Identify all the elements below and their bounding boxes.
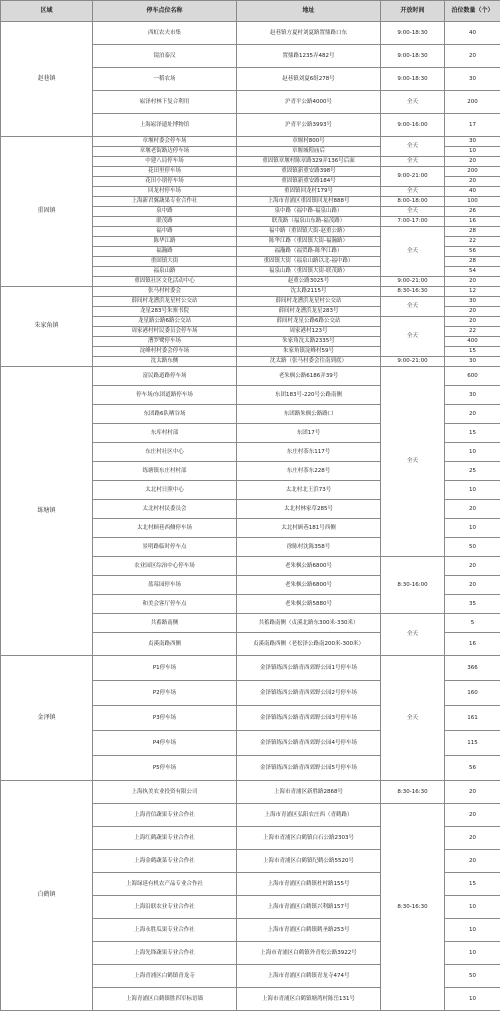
spaces-cell: 161 <box>445 706 500 731</box>
address-cell: 沪青平公路4000号 <box>237 91 381 114</box>
name-cell: 上海金鹤蔬菜专业合作社 <box>93 850 237 873</box>
name-cell: 共蓄路南侧 <box>93 614 237 633</box>
address-cell: 上海市青浦区白鹤镇杜村路155号 <box>237 873 381 896</box>
spaces-cell: 5 <box>445 614 500 633</box>
spaces-cell: 10 <box>445 896 500 919</box>
address-cell: 福瀚路（福贸路-陈华江路） <box>237 247 381 257</box>
district-cell: 朱家角镇 <box>1 287 93 367</box>
name-cell: 章堰老街路边停车场 <box>93 147 237 157</box>
address-cell: 上海市青浦区白鹤镇纪鹤公路5520号 <box>237 850 381 873</box>
spaces-cell: 20 <box>445 781 500 804</box>
address-cell: 周家港村123号 <box>237 327 381 337</box>
spaces-cell: 20 <box>445 576 500 595</box>
spaces-cell: 15 <box>445 347 500 357</box>
address-cell: 朱家角镇淀峰村59号 <box>237 347 381 357</box>
spaces-cell: 20 <box>445 177 500 187</box>
address-cell: 泉中路（福中路-福泉山路） <box>237 207 381 217</box>
address-cell: 重固镇新重安路184号 <box>237 177 381 187</box>
address-cell: 薛间村龙漕浜龙星283号 <box>237 307 381 317</box>
spaces-cell: 20 <box>445 45 500 68</box>
hours-cell: 全天 <box>381 614 445 656</box>
address-cell: 老朱枫公路6186弄39号 <box>237 367 381 386</box>
address-cell: 上海市青浦区重固镇回龙村888号 <box>237 197 381 207</box>
district-cell: 赵巷镇 <box>1 22 93 137</box>
name-cell: P1停车场 <box>93 656 237 681</box>
spaces-cell: 22 <box>445 237 500 247</box>
address-cell: 沈太路2115号 <box>237 287 381 297</box>
address-cell: 置鼎路1235弄482号 <box>237 45 381 68</box>
spaces-cell: 50 <box>445 538 500 557</box>
name-cell: 上海红鹤蔬果专业合作社 <box>93 827 237 850</box>
address-cell: 老朱枫公路6800号 <box>237 576 381 595</box>
table-row <box>1 781 500 804</box>
hours-cell: 全天 <box>381 137 445 157</box>
spaces-cell: 25 <box>445 462 500 481</box>
spaces-cell: 10 <box>445 443 500 462</box>
header-name: 停车点位名称 <box>93 1 237 22</box>
address-cell: 福泉山路（重固镇大街-联茂路） <box>237 267 381 277</box>
address-cell: 上海市青浦区新胜路2868号 <box>237 781 381 804</box>
spaces-cell: 54 <box>445 267 500 277</box>
name-cell: 花田小朋停车场 <box>93 177 237 187</box>
spaces-cell: 20 <box>445 500 500 519</box>
hours-cell: 9:00-18:30 <box>381 22 445 45</box>
table-row <box>1 137 500 147</box>
spaces-cell: 56 <box>445 756 500 781</box>
name-cell: 泉中路 <box>93 207 237 217</box>
address-cell: 老朱枫公路6800号 <box>237 557 381 576</box>
address-cell: 贞溪南路西侧（老松泽公路南200米-300米） <box>237 633 381 656</box>
spaces-cell: 200 <box>445 167 500 177</box>
header-address: 地址 <box>237 1 381 22</box>
name-cell: 福瀚路 <box>93 247 237 257</box>
name-cell: 太北村顾巷西侧停车场 <box>93 519 237 538</box>
address-cell: 重固镇回龙村179号 <box>237 187 381 197</box>
name-cell: 东庄村社区中心 <box>93 443 237 462</box>
hours-cell: 9:00-18:30 <box>381 68 445 91</box>
hours-cell: 全天 <box>381 656 445 781</box>
address-cell: 福中路（重固镇大街-赵重公路） <box>237 227 381 237</box>
district-cell: 练塘镇 <box>1 367 93 656</box>
spaces-cell: 26 <box>445 207 500 217</box>
name-cell: 龙星283号朱寨书院 <box>93 307 237 317</box>
hours-cell: 9:00-21:00 <box>381 277 445 287</box>
hours-cell: 8:30-16:30 <box>381 781 445 804</box>
name-cell: 福中路 <box>93 227 237 237</box>
name-cell: 西虹农夫市集 <box>93 22 237 45</box>
address-cell: 金泽镇练西公路青西郊野公园3号停车场 <box>237 706 381 731</box>
address-cell: 太北村林家草285号 <box>237 500 381 519</box>
spaces-cell: 10 <box>445 988 500 1011</box>
name-cell: 上海崧泽遗址博物馆 <box>93 114 237 137</box>
name-cell: 福泉山路 <box>93 267 237 277</box>
spaces-cell: 160 <box>445 681 500 706</box>
name-cell: 上海永胜瓜果专业合作社 <box>93 919 237 942</box>
name-cell: 农业园区综治中心停车场 <box>93 557 237 576</box>
address-cell: 联茂路（福泉山东路-福茂路） <box>237 217 381 227</box>
spaces-cell: 30 <box>445 297 500 307</box>
name-cell: 练塘镇东庄村村部 <box>93 462 237 481</box>
name-cell: 上海青浦区白鹤镇胜四军标语墙 <box>93 988 237 1011</box>
spaces-cell: 10 <box>445 519 500 538</box>
hours-cell: 8:30-16:00 <box>381 557 445 614</box>
spaces-cell: 16 <box>445 633 500 656</box>
hours-cell: 7:00-17:00 <box>381 217 445 227</box>
address-cell: 太北村顾巷181号西侧 <box>237 519 381 538</box>
hours-cell: 全天 <box>381 187 445 197</box>
hours-cell: 全天 <box>381 207 445 217</box>
spaces-cell: 20 <box>445 317 500 327</box>
hours-cell: 9:00-21:00 <box>381 357 445 367</box>
address-cell: 老朱枫公路5880号 <box>237 595 381 614</box>
name-cell: 上海沿联农业专业合作社 <box>93 896 237 919</box>
address-cell: 东团路朱枫公路路口 <box>237 405 381 424</box>
name-cell: 太北村日照中心 <box>93 481 237 500</box>
name-cell: 花田里停车场 <box>93 167 237 177</box>
name-cell: 蓝莓园停车场 <box>93 576 237 595</box>
address-cell: 金泽镇练西公路青西郊野公园4号停车场 <box>237 731 381 756</box>
spaces-cell: 20 <box>445 827 500 850</box>
name-cell: P3停车场 <box>93 706 237 731</box>
spaces-cell: 28 <box>445 257 500 267</box>
spaces-cell: 12 <box>445 287 500 297</box>
name-cell: 上海先锋蔬果专业合作社 <box>93 942 237 965</box>
address-cell: 沈太路（张马村委会往南到底） <box>237 357 381 367</box>
name-cell: 沈太路东侧 <box>93 357 237 367</box>
district-cell: 重固镇 <box>1 137 93 287</box>
name-cell: 景明路临时停车点 <box>93 538 237 557</box>
address-cell: 金泽镇练西公路青西郊野公园2号停车场 <box>237 681 381 706</box>
spaces-cell: 30 <box>445 68 500 91</box>
header-district: 区域 <box>1 1 93 22</box>
address-cell: 上海市青浦区白鹤镇白石公路2303号 <box>237 827 381 850</box>
spaces-cell: 30 <box>445 137 500 147</box>
spaces-cell: 30 <box>445 357 500 367</box>
district-cell: 白鹤镇 <box>1 781 93 1011</box>
spaces-cell: 15 <box>445 873 500 896</box>
spaces-cell: 10 <box>445 942 500 965</box>
spaces-cell: 20 <box>445 307 500 317</box>
spaces-cell: 50 <box>445 965 500 988</box>
spaces-cell: 200 <box>445 91 500 114</box>
name-cell: 贞溪南路西侧 <box>93 633 237 656</box>
spaces-cell: 16 <box>445 217 500 227</box>
hours-cell: 9:00-21:00 <box>381 167 445 187</box>
spaces-cell: 366 <box>445 656 500 681</box>
hours-cell: 全天 <box>381 91 445 114</box>
name-cell: 张马村村委会 <box>93 287 237 297</box>
spaces-cell: 400 <box>445 337 500 347</box>
address-cell: 上海市青浦区白鹤镇鹤圣路253号 <box>237 919 381 942</box>
hours-cell: 全天 <box>381 297 445 317</box>
name-cell: P4停车场 <box>93 731 237 756</box>
name-cell: 龙星路公路6路公交站 <box>93 317 237 327</box>
name-cell: 联茂路 <box>93 217 237 227</box>
spaces-cell: 20 <box>445 804 500 827</box>
spaces-cell: 22 <box>445 327 500 337</box>
name-cell: 上海青浦区白鹤镇青龙寺 <box>93 965 237 988</box>
name-cell: 富民路道路停车场 <box>93 367 237 386</box>
address-cell: 章堰城隍庙后 <box>237 147 381 157</box>
address-cell: 金泽镇练西公路青西郊野公园1号停车场 <box>237 656 381 681</box>
spaces-cell: 20 <box>445 277 500 287</box>
name-cell: 重固镇社区文化活动中心 <box>93 277 237 287</box>
name-cell: 回龙村停车场 <box>93 187 237 197</box>
spaces-cell: 15 <box>445 424 500 443</box>
address-cell: 上海市青浦区白鹤镇青龙寺474号 <box>237 965 381 988</box>
name-cell: 周家港村村民委员会停车场 <box>93 327 237 337</box>
spaces-cell: 40 <box>445 187 500 197</box>
hours-cell: 9:00-18:30 <box>381 45 445 68</box>
address-cell: 太北村北王浜73号 <box>237 481 381 500</box>
address-cell: 重固镇章堰村陈章路329弄136号后面 <box>237 157 381 167</box>
name-cell: 漕罗鹭停车场 <box>93 337 237 347</box>
address-cell: 朱家角沈太路2335号 <box>237 337 381 347</box>
district-cell: 金泽镇 <box>1 656 93 781</box>
spaces-cell: 10 <box>445 481 500 500</box>
spaces-cell: 20 <box>445 405 500 424</box>
address-cell: 章堰村800号 <box>237 137 381 147</box>
hours-cell: 全天 <box>381 367 445 557</box>
name-cell: 崧泽村林下复合利用 <box>93 91 237 114</box>
address-cell: 薛间村龙星公路6路公交站 <box>237 317 381 327</box>
address-cell: 陈华江路（重固镇大街-福瀚路） <box>237 237 381 247</box>
name-cell: 薛间村龙漕浜龙星村公交站 <box>93 297 237 307</box>
table-row <box>1 367 500 386</box>
address-cell: 东团183号-220号公路南侧 <box>237 386 381 405</box>
name-cell: 上海青信蔬果专业合作社 <box>93 804 237 827</box>
address-cell: 东庄村茶东228号 <box>237 462 381 481</box>
name-cell: 淀峰村村委会停车场 <box>93 347 237 357</box>
address-cell: 上海市青浦区弘阳农庄西（青鹤路） <box>237 804 381 827</box>
spaces-cell: 17 <box>445 114 500 137</box>
name-cell: 重固镇大街 <box>93 257 237 267</box>
address-cell: 徐陈村沈陈358号 <box>237 538 381 557</box>
spaces-cell: 10 <box>445 919 500 942</box>
name-cell: 上海新君翼蔬果专业合作社 <box>93 197 237 207</box>
spaces-cell: 40 <box>445 22 500 45</box>
spaces-cell: 115 <box>445 731 500 756</box>
address-cell: 赵巷镇刘夏6组278号 <box>237 68 381 91</box>
address-cell: 金泽镇练西公路青西郊野公园5号停车场 <box>237 756 381 781</box>
hours-cell: 9:00-16:00 <box>381 114 445 137</box>
name-cell: 东库村村部 <box>93 424 237 443</box>
address-cell: 沪青平公路3993号 <box>237 114 381 137</box>
table-row <box>1 656 500 681</box>
address-cell: 东团17号 <box>237 424 381 443</box>
name-cell: 太北村村民委员会 <box>93 500 237 519</box>
address-cell: 薛间村龙漕浜龙星村公交站 <box>237 297 381 307</box>
spaces-cell: 56 <box>445 247 500 257</box>
spaces-cell: 600 <box>445 367 500 386</box>
address-cell: 上海市青浦区白鹤镇外青松公路3922号 <box>237 942 381 965</box>
table-row <box>1 287 500 297</box>
address-cell: 重固镇大街（福泉山路以北-福中路） <box>237 257 381 267</box>
hours-cell: 8:30-16:30 <box>381 287 445 297</box>
hours-cell: 全天 <box>381 227 445 277</box>
spaces-cell: 20 <box>445 157 500 167</box>
name-cell: P2停车场 <box>93 681 237 706</box>
address-cell: 共蓄路南侧（贞溪北路东300米-330米） <box>237 614 381 633</box>
name-cell: 停车场/东团道路停车场 <box>93 386 237 405</box>
name-cell: 东团路6队晒谷场 <box>93 405 237 424</box>
address-cell: 赵巷镇方夏村刘夏路置鼎路口东 <box>237 22 381 45</box>
spaces-cell: 20 <box>445 850 500 873</box>
address-cell: 上海市青浦区白鹤镇兴利路157号 <box>237 896 381 919</box>
address-cell: 重固镇新重安路398号 <box>237 167 381 177</box>
name-cell: 一稻农场 <box>93 68 237 91</box>
name-cell: 中建八局停车场 <box>93 157 237 167</box>
hours-cell: 8:30-16:30 <box>381 804 445 1011</box>
spaces-cell: 28 <box>445 227 500 237</box>
name-cell: 镜泊泰汉 <box>93 45 237 68</box>
header-hours: 开放时间 <box>381 1 445 22</box>
name-cell: 上海执美农业投资有限公司 <box>93 781 237 804</box>
name-cell: 章堰村委会停车场 <box>93 137 237 147</box>
hours-cell: 全天 <box>381 157 445 167</box>
table-header-row <box>1 1 500 22</box>
address-cell: 赵重公路3025号 <box>237 277 381 287</box>
address-cell: 上海市青浦区白鹤镇塘湾村陈岳131号 <box>237 988 381 1011</box>
address-cell: 东庄村茶东117号 <box>237 443 381 462</box>
spaces-cell: 100 <box>445 197 500 207</box>
name-cell: P5停车场 <box>93 756 237 781</box>
spaces-cell: 10 <box>445 147 500 157</box>
spaces-cell: 30 <box>445 386 500 405</box>
name-cell: 和美会客厅停车点 <box>93 595 237 614</box>
table-row <box>1 22 500 45</box>
name-cell: 陈华江路 <box>93 237 237 247</box>
name-cell: 上海绿延有机农产品专业合作社 <box>93 873 237 896</box>
hours-cell: 8:00-18:00 <box>381 197 445 207</box>
spaces-cell: 35 <box>445 595 500 614</box>
hours-cell: 全天 <box>381 317 445 357</box>
spaces-cell: 20 <box>445 557 500 576</box>
header-spaces: 泊位数量（个） <box>445 1 500 22</box>
